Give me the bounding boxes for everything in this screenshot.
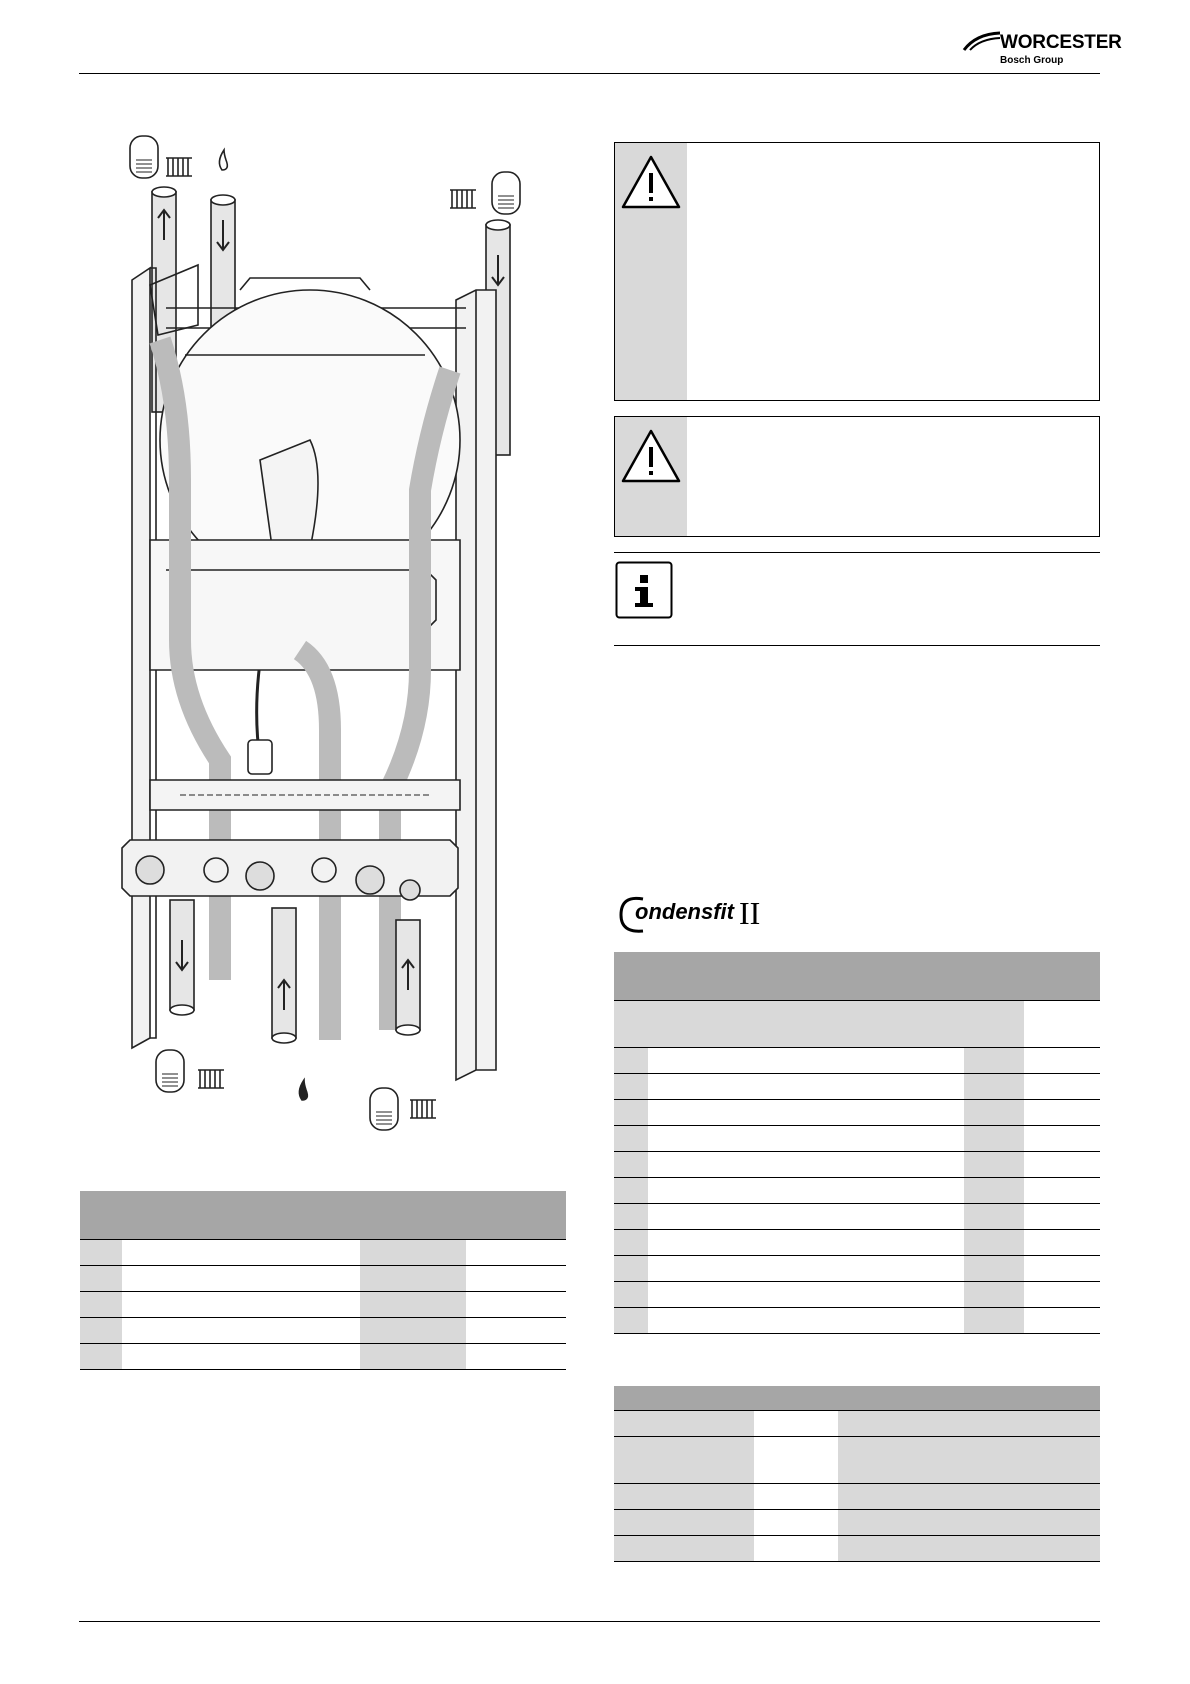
info-top-rule	[614, 552, 1100, 553]
footer-rule	[79, 1621, 1100, 1622]
brand-logo-text: WORCESTER	[1000, 32, 1122, 53]
condensfit-logo-text: ondensfit	[635, 899, 734, 924]
right-table-1	[614, 952, 1100, 1334]
brand-logo-subtitle: Bosch Group	[1000, 55, 1064, 66]
info-icon	[615, 561, 673, 619]
radiator-icon	[166, 158, 192, 176]
warning-notice-1	[614, 142, 1100, 401]
worcester-logo-swoosh-icon	[962, 30, 1002, 52]
left-table	[80, 1191, 566, 1370]
radiator-icon	[410, 1100, 436, 1118]
warning-triangle-icon	[619, 153, 683, 211]
warning-triangle-icon	[619, 427, 683, 485]
right-table-2	[614, 1386, 1100, 1562]
header-rule	[79, 73, 1100, 74]
boiler-frame-illustration	[120, 130, 590, 1140]
flame-icon	[299, 1080, 307, 1100]
radiator-icon	[198, 1070, 224, 1088]
radiator-icon	[450, 190, 476, 208]
info-bottom-rule	[614, 645, 1100, 646]
flame-icon	[219, 150, 227, 170]
condensfit-logo-numeral: II	[739, 895, 761, 931]
warning-notice-2	[614, 416, 1100, 537]
